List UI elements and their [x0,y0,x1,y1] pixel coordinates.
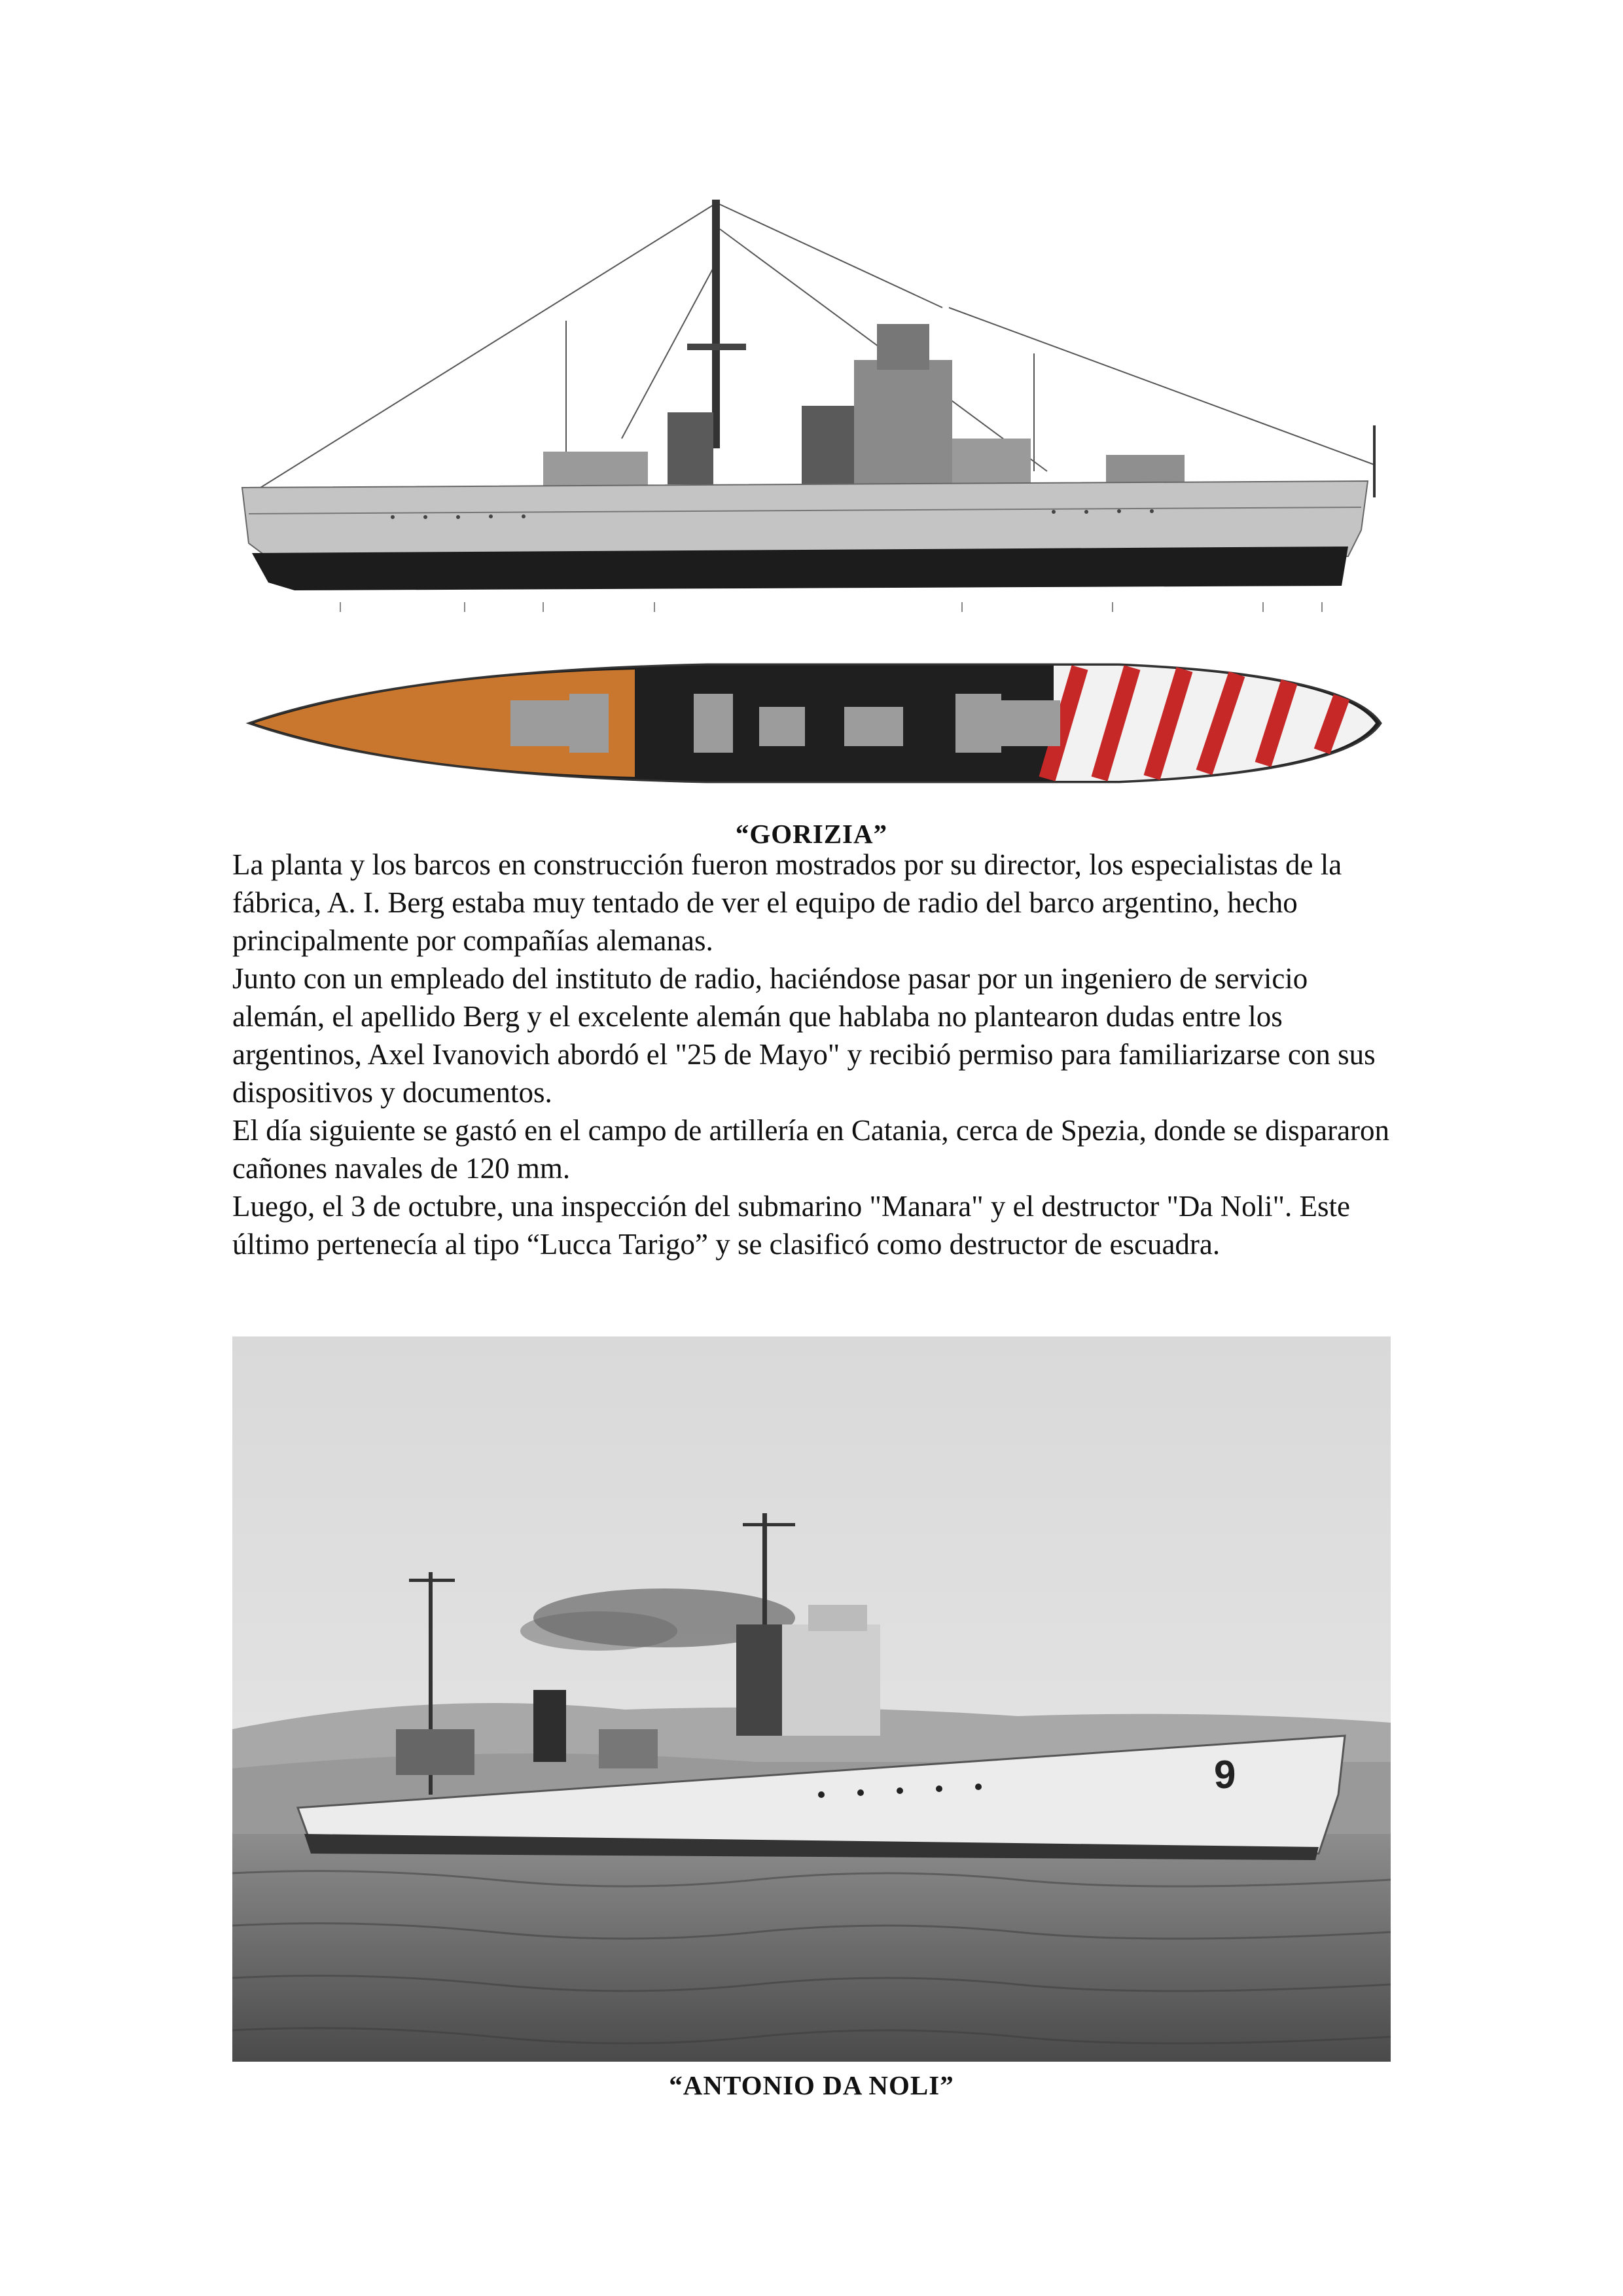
paragraph: Junto con un empleado del instituto de radio, haciéndose pasar por un ingeniero de servicio alemán, el apellido Berg y el excelente alemán que hablaba no plantearon dudas entre los argentinos, Axel Ivanovich abordó el "25 de Mayo" y recibió permiso para familiarizarse con sus dispositivos y documentos. [232,962,1376,1109]
paragraph: El día siguiente se gastó en el campo de artillería en Catania, cerca de Spezia, donde se dispararon cañones navales de 120 mm. [232,1114,1390,1185]
figure-caption-gorizia: “GORIZIA” [735,819,888,849]
svg-text:9: 9 [1214,1753,1236,1797]
gorizia-drawing [236,190,1387,805]
antonio-da-noli-photo [232,1336,1391,2062]
paragraph: Luego, el 3 de octubre, una inspección del submarino "Manara" y el destructor "Da Noli". Este último pertenecía al tipo “Lucca Tarigo” y se clasificó como destructor de escuadra. [232,1190,1350,1261]
body-text [232,846,1404,1263]
figure-caption-antonio-da-noli: “ANTONIO DA NOLI” [669,2070,954,2100]
paragraph: La planta y los barcos en construcción fueron mostrados por su director, los especialistas de la fábrica, A. I. Berg estaba muy tentado de ver el equipo de radio del barco argentino, hecho principalmente por compañías alemanas. [232,848,1342,957]
